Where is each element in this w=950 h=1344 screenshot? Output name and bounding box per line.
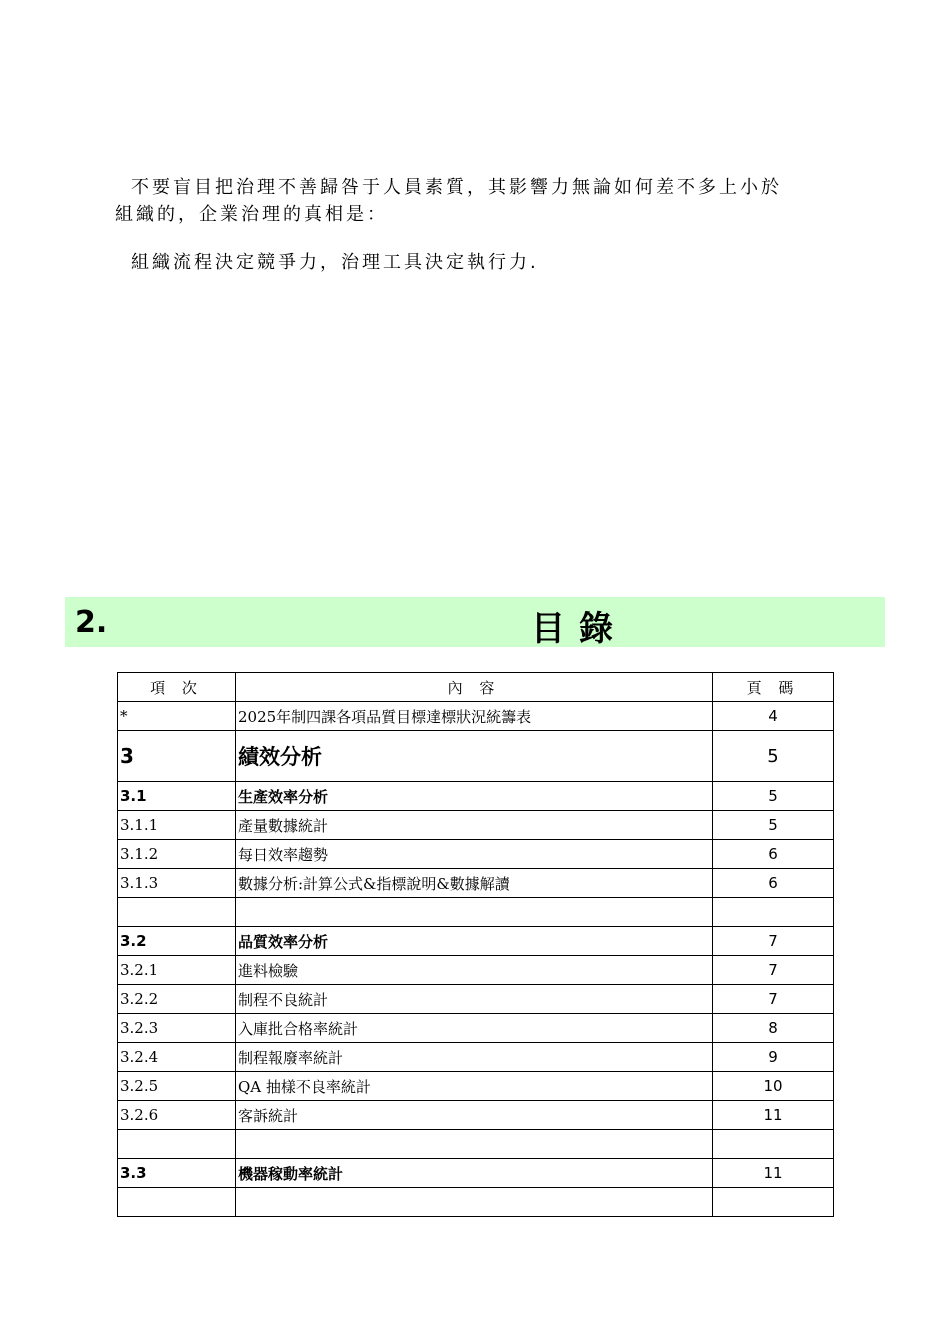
toc-item-title: QA 抽樣不良率統計 — [236, 1072, 713, 1101]
toc-page-number: 10 — [713, 1072, 834, 1101]
toc-item-number — [118, 898, 236, 927]
toc-item-number: 3.2.6 — [118, 1101, 236, 1130]
toc-page-number: 9 — [713, 1043, 834, 1072]
toc-row — [118, 840, 834, 869]
toc-row — [118, 1188, 834, 1217]
toc-item-number: 3.1.1 — [118, 811, 236, 840]
toc-header-row — [118, 673, 834, 702]
toc-page-number: 5 — [713, 811, 834, 840]
toc-page-number: 6 — [713, 869, 834, 898]
toc-row — [118, 811, 834, 840]
toc-page-number: 5 — [713, 731, 834, 782]
toc-row — [118, 869, 834, 898]
toc-row — [118, 702, 834, 731]
toc-item-title — [236, 1188, 713, 1217]
header-page: 頁 碼 — [713, 673, 834, 702]
toc-item-number: * — [118, 702, 236, 731]
toc-row — [118, 1101, 834, 1130]
toc-row — [118, 1159, 834, 1188]
header-item: 項 次 — [118, 673, 236, 702]
toc-item-number — [118, 1188, 236, 1217]
intro-quote — [115, 174, 835, 276]
quote-line-2: 組織的，企業治理的真相是： — [115, 204, 388, 225]
toc-page-number: 11 — [713, 1101, 834, 1130]
section-number: 2. — [75, 605, 108, 640]
toc-item-number: 3.2.3 — [118, 1014, 236, 1043]
toc-item-title: 績效分析 — [236, 731, 713, 782]
toc-item-title: 數據分析:計算公式&指標說明&數據解讀 — [236, 869, 713, 898]
toc-item-title: 制程不良統計 — [236, 985, 713, 1014]
toc-row — [118, 1014, 834, 1043]
toc-page-number: 11 — [713, 1159, 834, 1188]
toc-row — [118, 782, 834, 811]
toc-item-number: 3.2.4 — [118, 1043, 236, 1072]
toc-row — [118, 731, 834, 782]
toc-page-number: 4 — [713, 702, 834, 731]
toc-page-number — [713, 1188, 834, 1217]
toc-item-title: 品質效率分析 — [236, 927, 713, 956]
toc-page-number — [713, 898, 834, 927]
toc-item-title: 2025年制四課各項品質目標達標狀況統籌表 — [236, 702, 713, 731]
toc-item-number: 3.1 — [118, 782, 236, 811]
toc-page-number — [713, 1130, 834, 1159]
toc-item-title: 機器稼動率統計 — [236, 1159, 713, 1188]
toc-row — [118, 927, 834, 956]
toc-item-title: 每日效率趨勢 — [236, 840, 713, 869]
toc-item-title: 產量數據統計 — [236, 811, 713, 840]
toc-item-number: 3.2.5 — [118, 1072, 236, 1101]
toc-item-title — [236, 1130, 713, 1159]
toc-page-number: 7 — [713, 985, 834, 1014]
toc-row — [118, 956, 834, 985]
toc-item-number: 3.2 — [118, 927, 236, 956]
toc-item-number: 3 — [118, 731, 236, 782]
section-title: 目錄 — [531, 609, 627, 649]
toc-item-title: 客訴統計 — [236, 1101, 713, 1130]
toc-page-number: 6 — [713, 840, 834, 869]
header-content: 內 容 — [236, 673, 713, 702]
toc-page-number: 8 — [713, 1014, 834, 1043]
toc-item-title: 制程報廢率統計 — [236, 1043, 713, 1072]
toc-item-title: 生產效率分析 — [236, 782, 713, 811]
toc-page-number: 7 — [713, 956, 834, 985]
section-header — [65, 597, 885, 647]
toc-row — [118, 1072, 834, 1101]
toc-item-title: 進料檢驗 — [236, 956, 713, 985]
toc-page-number: 5 — [713, 782, 834, 811]
toc-item-title: 入庫批合格率統計 — [236, 1014, 713, 1043]
toc-item-number: 3.2.1 — [118, 956, 236, 985]
toc-item-number: 3.2.2 — [118, 985, 236, 1014]
toc-item-number: 3.1.2 — [118, 840, 236, 869]
toc-row — [118, 1043, 834, 1072]
toc-row — [118, 1130, 834, 1159]
toc-item-number: 3.3 — [118, 1159, 236, 1188]
table-of-contents — [117, 672, 834, 1217]
toc-item-number: 3.1.3 — [118, 869, 236, 898]
quote-line-1: 不要盲目把治理不善歸咎于人員素質，其影響力無論如何差不多上小於 — [131, 177, 782, 198]
toc-item-title — [236, 898, 713, 927]
toc-page-number: 7 — [713, 927, 834, 956]
toc-row — [118, 898, 834, 927]
quote-line-3: 組織流程決定競爭力，治理工具決定執行力. — [131, 252, 539, 273]
toc-item-number — [118, 1130, 236, 1159]
toc-row — [118, 985, 834, 1014]
